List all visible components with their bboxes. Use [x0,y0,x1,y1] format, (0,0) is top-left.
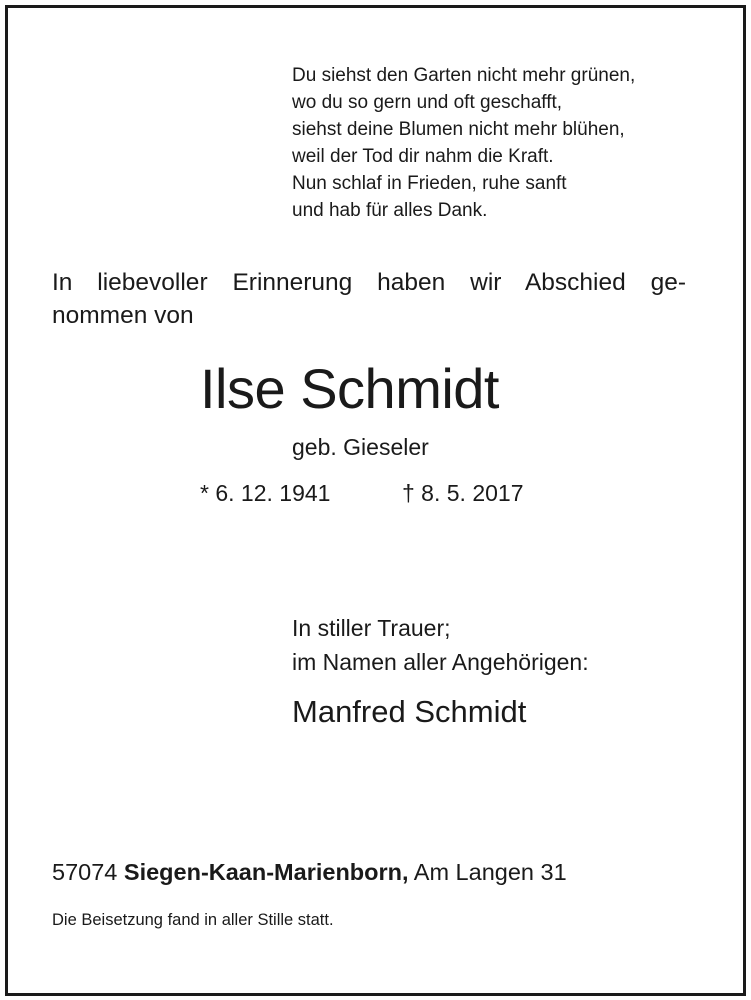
deceased-name: Ilse Schmidt [200,357,499,420]
poem-line: siehst deine Blumen nicht mehr blühen, [292,119,625,140]
poem-line: weil der Tod dir nahm die Kraft. [292,146,554,167]
birth-date: * 6. 12. 1941 [200,480,331,506]
poem-line: Nun schlaf in Frieden, ruhe sanft [292,173,567,194]
intro-line-2: nommen von [52,302,194,329]
address [52,856,567,888]
mourning-text [292,611,589,679]
maiden-name: geb. Gieseler [292,434,429,460]
poem-line: Du siehst den Garten nicht mehr grünen, [292,65,636,86]
mourning-line-1: In stiller Trauer; [292,615,451,641]
mourning-line-2: im Namen aller Angehörigen: [292,649,589,675]
address-city: Siegen-Kaan-Marienborn, [123,859,409,885]
poem-line: wo du so gern und oft geschafft, [292,92,563,113]
poem-line: und hab für alles Dank. [292,200,488,221]
death-date: † 8. 5. 2017 [402,480,524,506]
burial-note: Die Beisetzung fand in aller Stille statt. [52,911,334,929]
intro-line-1: In liebevoller Erinnerung haben wir Abschied ge- [52,269,686,296]
poem [292,62,635,224]
address-postcode: 57074 [52,859,118,885]
intro-text [52,266,686,332]
address-street: Am Langen 31 [413,859,567,885]
signer-name: Manfred Schmidt [292,694,527,729]
